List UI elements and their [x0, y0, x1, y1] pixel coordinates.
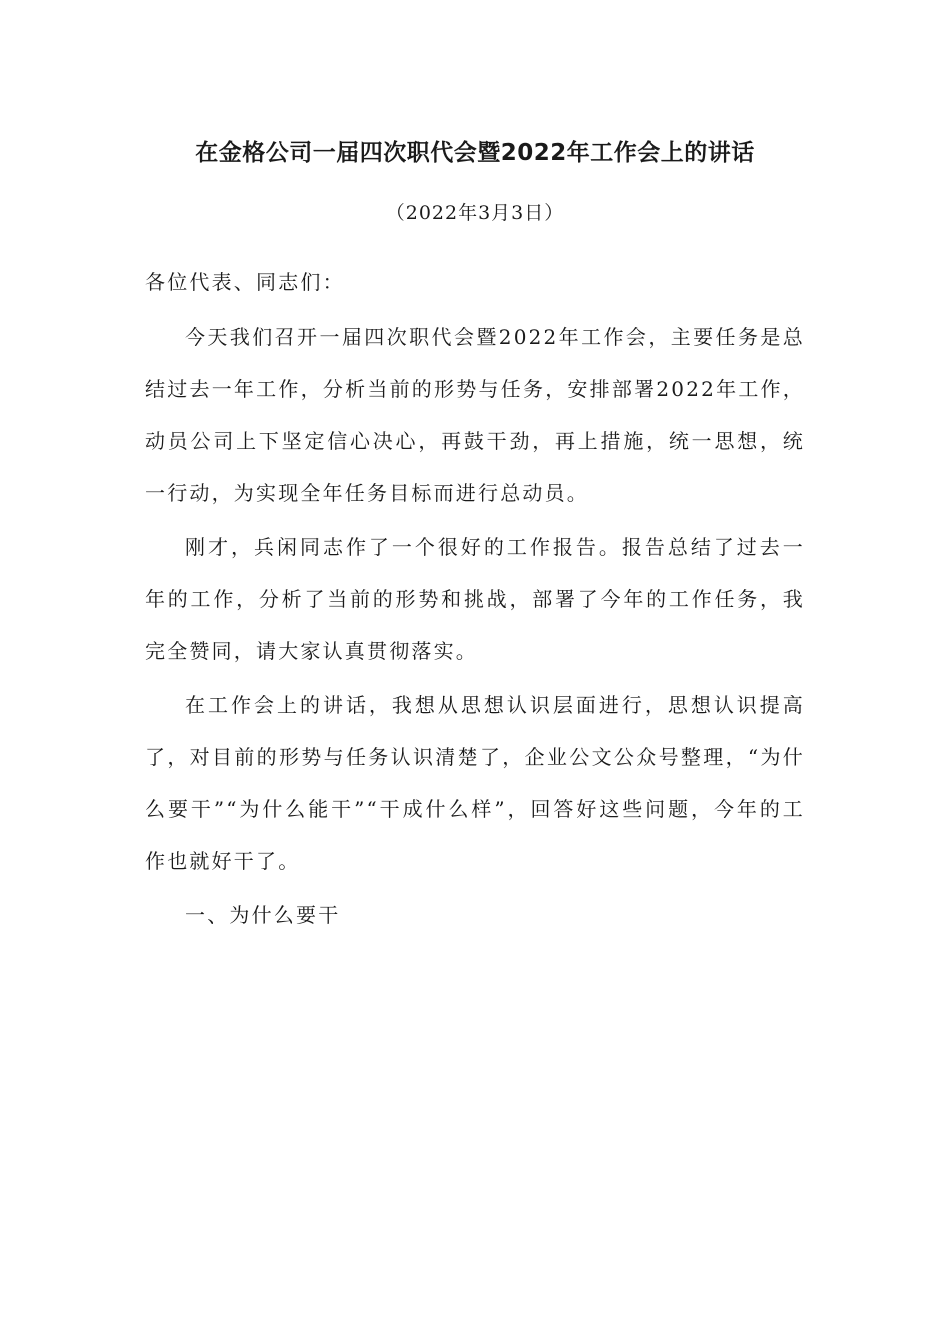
section-heading: 一、为什么要干: [185, 903, 341, 927]
document-date: （2022年3月3日）: [385, 202, 565, 224]
paragraph-report: 刚才，兵闲同志作了一个很好的工作报告。报告总结了过去一年的工作，分析了当前的形势和挑战，部署了今年的工作任务，我完全赞同，请大家认真贯彻落实。: [145, 535, 805, 663]
document-title: 在金格公司一届四次职代会暨2022年工作会上的讲话: [195, 140, 755, 166]
salutation: 各位代表、同志们：: [145, 270, 345, 294]
paragraph-opening: 今天我们召开一届四次职代会暨2022年工作会，主要任务是总结过去一年工作，分析当前的形势与任务，安排部署2022年工作，动员公司上下坚定信心决心，再鼓干劲，再上措施，统一思想，统一行动，为实现全年任务目标而进行总动员。: [145, 325, 805, 505]
paragraph-thinking: 在工作会上的讲话，我想从思想认识层面进行，思想认识提高了，对目前的形势与任务认识清楚了，企业公文公众号整理，“为什么要干”“为什么能干”“干成什么样”，回答好这些问题，今年的工作也就好干了。: [145, 693, 805, 873]
